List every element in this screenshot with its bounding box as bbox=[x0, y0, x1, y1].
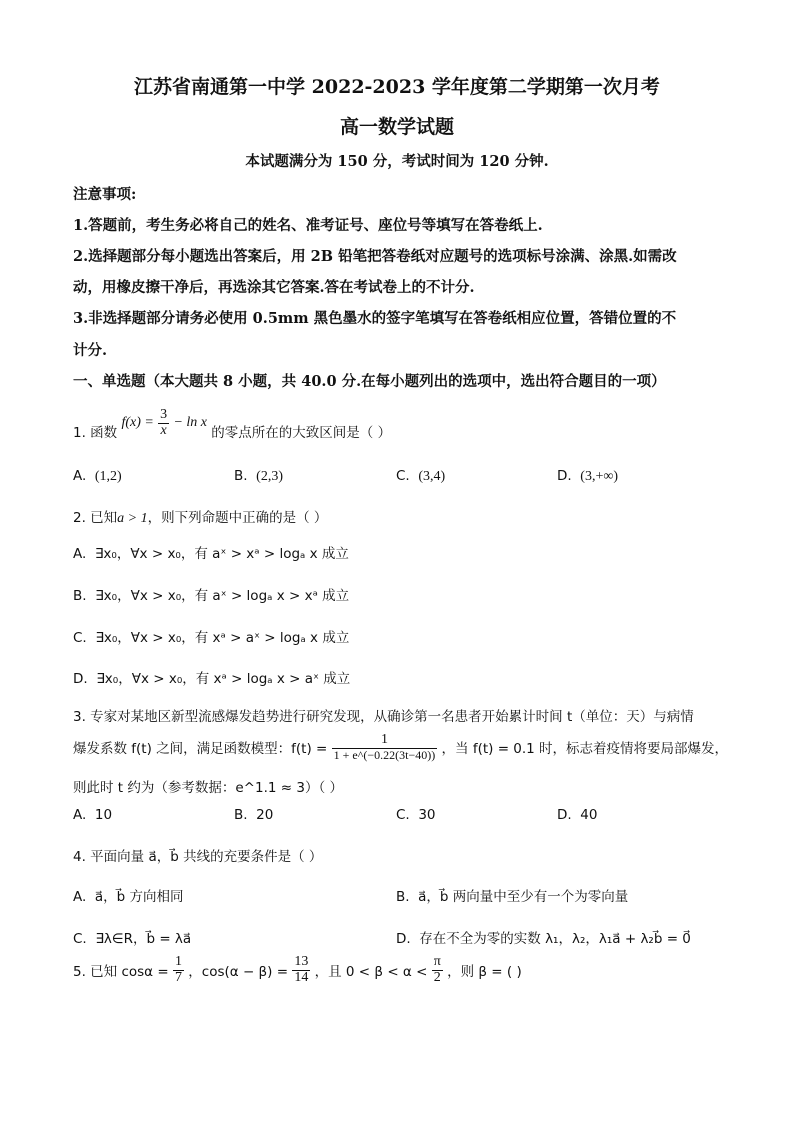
option-label: C. bbox=[396, 807, 410, 823]
q4-option-d[interactable] bbox=[396, 927, 691, 947]
option-label: D. bbox=[557, 468, 572, 484]
note-3-line-2: 计分. bbox=[73, 342, 108, 359]
q2-option-d[interactable] bbox=[73, 667, 350, 687]
option-label: B. bbox=[396, 889, 410, 905]
q5-f1-num: 1 bbox=[174, 954, 182, 969]
q2-stem-a: 2. 已知 bbox=[73, 510, 118, 526]
option-label: B. bbox=[234, 468, 248, 484]
q3-option-d[interactable] bbox=[557, 807, 597, 823]
q3-frac-den: 1 + e^(−0.22(3t−40)) bbox=[333, 747, 436, 762]
q2-option-b[interactable] bbox=[73, 584, 349, 604]
q1-option-c[interactable] bbox=[396, 468, 445, 485]
q1-option-a[interactable] bbox=[73, 468, 122, 485]
q5-fraction-2 bbox=[292, 955, 310, 985]
q1-frac-den: x bbox=[160, 422, 167, 438]
note-2-line-1: 2.选择题部分每小题选出答案后，用 2B 铅笔把答卷纸对应题号的选项标号涂满、涂黑.如需改 bbox=[73, 248, 677, 265]
option-label: D. bbox=[557, 807, 572, 823]
q3-line-3: 则此时 t 约为（参考数据：e^1.1 ≈ 3）（ ） bbox=[73, 780, 343, 796]
q5-f3-num: π bbox=[433, 954, 441, 969]
q3-option-b[interactable] bbox=[234, 807, 273, 823]
option-text: 40 bbox=[580, 807, 598, 823]
q5-f3-den: 2 bbox=[433, 969, 441, 985]
q5-mid-2: ，且 0 < β < α < bbox=[314, 964, 428, 981]
q1-func-right: − ln x bbox=[173, 415, 207, 430]
q2-stem-math: a > 1 bbox=[117, 511, 148, 526]
q3-line-1: 3. 专家对某地区新型流感爆发趋势进行研究发现，从确诊第一名患者开始累计时间 t（单位：天）与病情 bbox=[73, 709, 694, 725]
option-label: A. bbox=[73, 889, 87, 905]
q2-option-a[interactable] bbox=[73, 542, 349, 562]
note-1: 1.答题前，考生务必将自己的姓名、准考证号、座位号等填写在答卷纸上. bbox=[73, 217, 543, 234]
q5-fraction-1 bbox=[173, 955, 184, 985]
q3-frac-num: 1 bbox=[332, 733, 438, 749]
question-5 bbox=[73, 955, 522, 985]
option-label: A. bbox=[73, 468, 87, 484]
option-text: 20 bbox=[256, 807, 274, 823]
q1-option-d[interactable] bbox=[557, 468, 618, 485]
q5-f2-num: 13 bbox=[294, 954, 309, 969]
q3-option-a[interactable] bbox=[73, 807, 112, 823]
option-label: B. bbox=[234, 807, 248, 823]
option-text: (3,4) bbox=[418, 469, 446, 484]
option-label: A. bbox=[73, 546, 87, 562]
question-2 bbox=[73, 506, 327, 527]
option-label: C. bbox=[396, 468, 410, 484]
q3-line-2a: 爆发系数 f(t) 之间，满足函数模型：f(t) = bbox=[73, 741, 328, 758]
notes-heading: 注意事项: bbox=[73, 186, 137, 203]
option-text: ∃λ∈R，b⃗ = λa⃗ bbox=[95, 931, 192, 947]
q5-mid: ，cos(α − β) = bbox=[188, 964, 289, 981]
option-text: a⃗，b⃗ 两向量中至少有一个为零向量 bbox=[418, 889, 629, 905]
option-label: A. bbox=[73, 807, 87, 823]
q4-option-a[interactable] bbox=[73, 885, 184, 905]
q1-frac-num: 3 bbox=[160, 406, 168, 422]
option-text: (3,+∞) bbox=[580, 469, 618, 484]
q5-f2-den: 14 bbox=[294, 969, 309, 985]
q1-option-b[interactable] bbox=[234, 468, 283, 485]
q5-f1-den: 7 bbox=[174, 969, 182, 985]
q1-fraction bbox=[158, 408, 169, 438]
option-label: C. bbox=[73, 630, 87, 646]
option-text: 存在不全为零的实数 λ₁，λ₂，λ₁a⃗ + λ₂b⃗ = 0⃗ bbox=[419, 931, 691, 947]
q3-line-2 bbox=[73, 733, 728, 761]
option-text: (1,2) bbox=[94, 469, 122, 484]
note-3-line-1: 3.非选择题部分请务必使用 0.5mm 黑色墨水的签字笔填写在答卷纸相应位置，答错位置的不 bbox=[73, 310, 677, 327]
option-text: a⃗，b⃗ 方向相同 bbox=[94, 889, 184, 905]
option-label: C. bbox=[73, 931, 87, 947]
option-text: 10 bbox=[94, 807, 113, 823]
q5-suffix: ，则 β = ( ) bbox=[447, 964, 522, 981]
q1-func-left: f(x) = bbox=[121, 415, 154, 430]
q1-prefix: 1. 函数 bbox=[73, 425, 118, 441]
option-label: D. bbox=[73, 671, 88, 687]
section-1-heading: 一、单选题（本大题共 8 小题，共 40.0 分.在每小题列出的选项中，选出符合题目的一项） bbox=[73, 373, 666, 390]
exam-title: 江苏省南通第一中学 2022-2023 学年度第二学期第一次月考 bbox=[134, 76, 660, 98]
q4-option-b[interactable] bbox=[396, 885, 628, 905]
question-4: 4. 平面向量 a⃗，b⃗ 共线的充要条件是（ ） bbox=[73, 849, 323, 865]
option-text: (2,3) bbox=[256, 469, 283, 484]
q3-fraction bbox=[332, 733, 438, 761]
note-2-line-2: 动，用橡皮擦干净后，再选涂其它答案.答在考试卷上的不计分. bbox=[73, 279, 475, 296]
q5-prefix: 5. 已知 cosα = bbox=[73, 964, 169, 981]
option-text: ∃x₀，∀x > x₀，有 xᵃ > aˣ > logₐ x 成立 bbox=[95, 630, 350, 646]
option-text: 30 bbox=[418, 807, 436, 823]
exam-subtitle: 高一数学试题 bbox=[339, 116, 454, 138]
option-label: B. bbox=[73, 588, 87, 604]
q4-option-c[interactable] bbox=[73, 927, 191, 947]
question-1 bbox=[73, 405, 391, 441]
option-text: ∃x₀，∀x > x₀，有 xᵃ > logₐ x > aˣ 成立 bbox=[96, 671, 351, 687]
option-text: ∃x₀，∀x > x₀，有 aˣ > xᵃ > logₐ x 成立 bbox=[94, 546, 349, 562]
q3-option-c[interactable] bbox=[396, 807, 436, 823]
q2-option-c[interactable] bbox=[73, 626, 349, 646]
exam-info: 本试题满分为 150 分，考试时间为 120 分钟. bbox=[245, 153, 549, 170]
option-text: ∃x₀，∀x > x₀，有 aˣ > logₐ x > xᵃ 成立 bbox=[95, 588, 350, 604]
q3-line-2b: ，当 f(t) = 0.1 时，标志着疫情将要局部爆发， bbox=[441, 741, 729, 758]
option-label: D. bbox=[396, 931, 411, 947]
q1-suffix: 的零点所在的大致区间是（ ） bbox=[211, 425, 392, 441]
q2-stem-b: ，则下列命题中正确的是（ ） bbox=[147, 510, 328, 526]
q5-fraction-3 bbox=[432, 955, 443, 985]
